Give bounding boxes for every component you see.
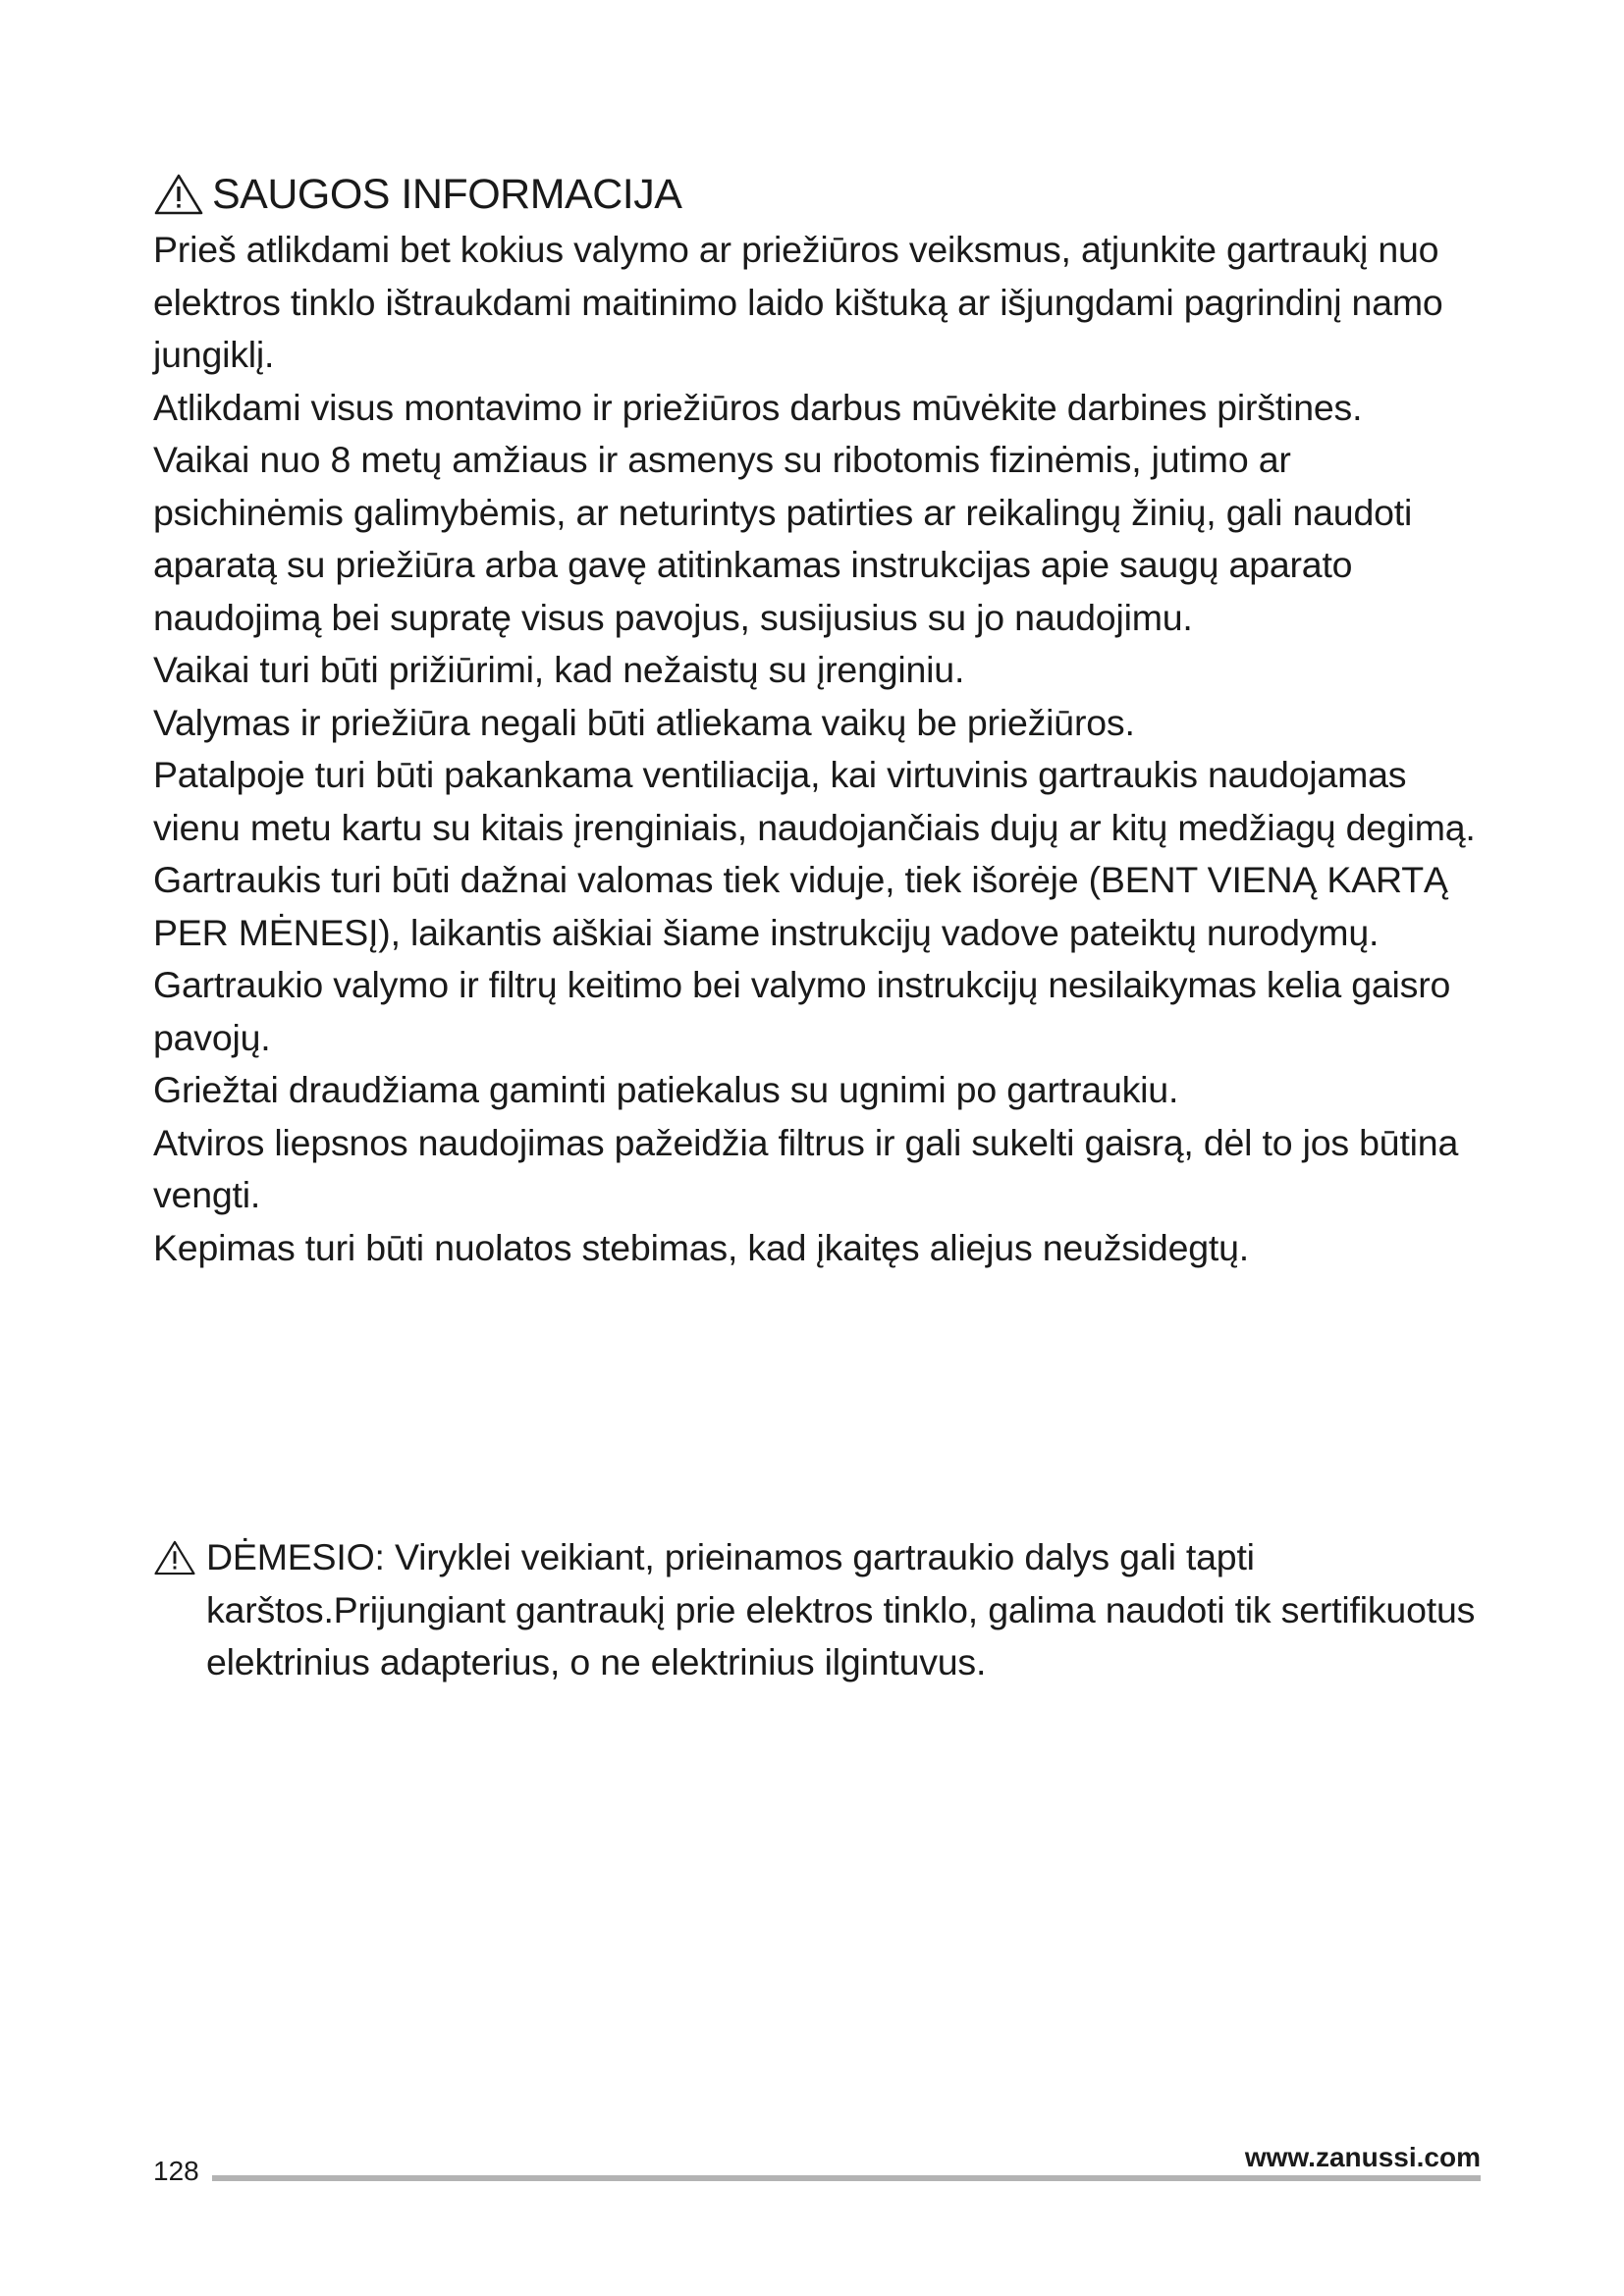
section-title: SAUGOS INFORMACIJA <box>212 171 682 218</box>
paragraph: Vaikai turi būti prižiūrimi, kad nežaistų su įrenginiu. <box>153 649 965 690</box>
section-heading <box>153 167 1489 222</box>
page-footer <box>153 2138 1481 2187</box>
notice-text: DĖMESIO: Viryklei veikiant, prieinamos gartraukio dalys gali tapti karštos.Prijungiant gantraukį prie elektros tinklo, galima naudoti tik sertifikuotus elektrinius adapterius, o ne elektrinius ilgintuvus. <box>206 1536 1476 1682</box>
paragraph: Prieš atlikdami bet kokius valymo ar priežiūros veiksmus, atjunkite gartraukį nuo elektros tinklo ištraukdami maitinimo laido kištuką ar išjungdami pagrindinį namo jungiklį. <box>153 229 1443 375</box>
paragraph: Valymas ir priežiūra negali būti atliekama vaikų be priežiūros. <box>153 701 1135 743</box>
paragraph: Vaikai nuo 8 metų amžiaus ir asmenys su ribotomis fizinėmis, jutimo ar psichinėmis galimybėmis, ar neturintys patirties ar reikalingų žinių, gali naudoti aparatą su priežiūra arba gavę atitinkamas instrukcijas apie saugų aparato naudojimą bei supratę visus pavojus, susijusius su jo naudojimu. <box>153 439 1413 638</box>
caution-notice <box>153 1531 1489 1689</box>
safety-paragraphs <box>153 224 1489 1274</box>
paragraph: Griežtai draudžiama gaminti patiekalus su ugnimi po gartraukiu. <box>153 1069 1179 1110</box>
paragraph: Atlikdami visus montavimo ir priežiūros darbus mūvėkite darbines pirštines. <box>153 386 1363 428</box>
footer-divider <box>212 2175 1481 2181</box>
paragraph: Gartraukis turi būti dažnai valomas tiek viduje, tiek išorėje (BENT VIENĄ KARTĄ PER MĖNESĮ), laikantis aiškiai šiame instrukcijų vadove pateiktų nurodymų. <box>153 859 1448 953</box>
paragraph: Atviros liepsnos naudojimas pažeidžia filtrus ir gali sukelti gaisrą, dėl to jos būtina vengti. <box>153 1121 1459 1215</box>
paragraph: Kepimas turi būti nuolatos stebimas, kad įkaitęs aliejus neužsidegtų. <box>153 1226 1249 1268</box>
paragraph: Gartraukio valymo ir filtrų keitimo bei valymo instrukcijų nesilaikymas kelia gaisro pavojų. <box>153 964 1451 1058</box>
safety-section <box>153 167 1489 1274</box>
warning-triangle-icon <box>153 173 204 216</box>
page-number: 128 <box>153 2156 199 2186</box>
warning-triangle-icon <box>153 1539 196 1576</box>
website-link[interactable]: www.zanussi.com <box>1244 2142 1481 2172</box>
paragraph: Patalpoje turi būti pakankama ventiliacija, kai virtuvinis gartraukis naudojamas vienu metu kartu su kitais įrenginiais, naudojančiais dujų ar kitų medžiagų degimą. <box>153 754 1476 848</box>
